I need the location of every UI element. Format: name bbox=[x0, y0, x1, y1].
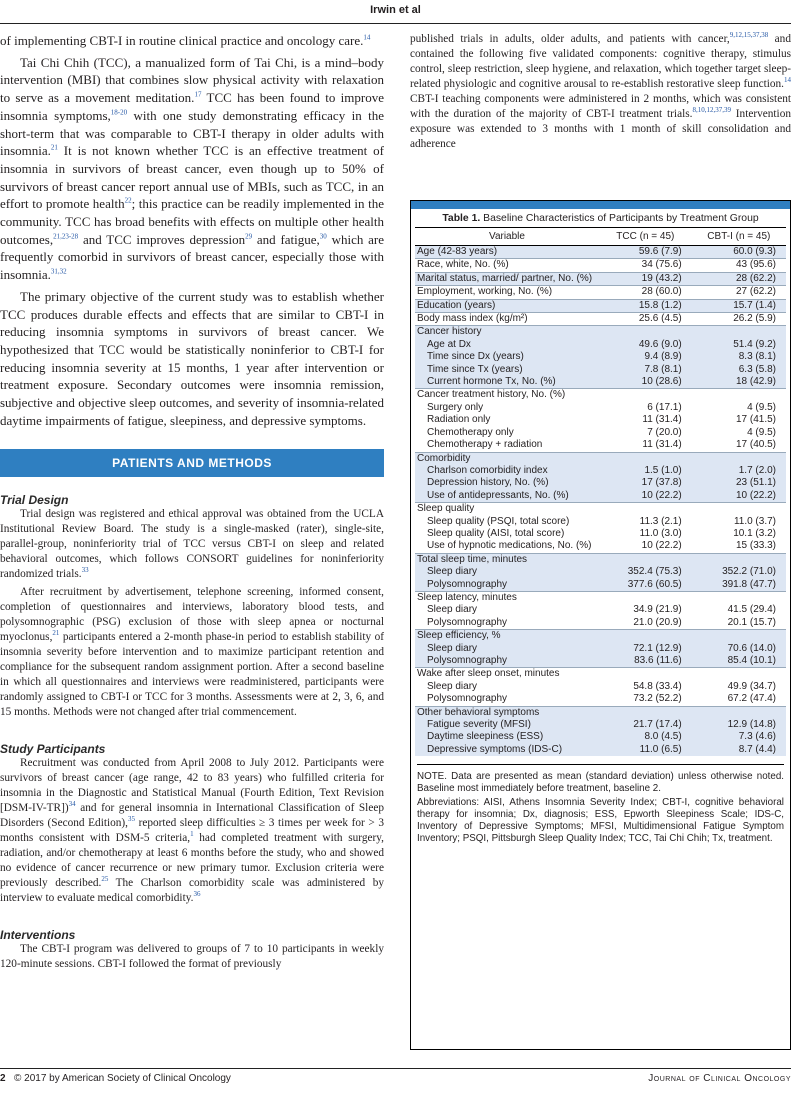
trial-paragraph-2: After recruitment by advertisement, telephone screening, informed consent, completion of questionnaires and interviews, laboratory blood tests, and polysomnographic (PSG) exclusion of those with sleep apnea or nocturnal myoclonus,$^{21}$ participants entered a 2-month phase-in period to establish stability of insomnia severity before intervention and to maximize participant retention and compliance for the subsequent random assignment portion. After a second baseline in which all questionnaires and interviews were readministered, participants were randomly assigned to CBT-I or TCC for 3 months. Assessments were at 2, 3, 6, and 15 months. Methods were not changed after trial commencement. bbox=[0, 586, 384, 719]
table-notes bbox=[417, 764, 784, 845]
cell-tcc: 21.7 (17.4) bbox=[599, 719, 692, 731]
section-header-patients-methods: PATIENTS AND METHODS bbox=[0, 449, 384, 477]
table-row bbox=[415, 465, 786, 477]
table-1-box bbox=[410, 200, 791, 1050]
reference[interactable]: 9,12,15,37,38 bbox=[729, 31, 769, 40]
cell-tcc: 11.0 (3.0) bbox=[639, 527, 682, 539]
cell-tcc: 11.0 (6.5) bbox=[599, 744, 692, 756]
participants-paragraph: Recruitment was conducted from April 2008 to July 2012. Participants were survivors of breast cancer (age range, 42 to 83 years) who fulfilled criteria for insomnia in the Diagnostic and Statistical Manual (Fourth Edition, Text Revision [DSM-IV-TR])$^{34}$ and for general insomnia in International Classification of Sleep Disorders (Second Edition),$^{35}$ reported sleep difficulties ≥ 3 times per week for > 3 months consistent with DSM-5 criteria,$^1$ had completed treatment with surgery, radiation, and/or chemotherapy at least 6 months before the study, who and showed no evidence of cancer recurrence or new primary tumor. Exclusion criteria were previously described.$^{25}$ The Charlson comorbidity scale was administered by interview to evaluate medical comorbidity.$^{36}$ bbox=[0, 757, 385, 905]
table-color-bar bbox=[411, 201, 790, 209]
reference[interactable]: 33 bbox=[81, 566, 89, 575]
reference[interactable]: 35 bbox=[128, 815, 135, 824]
cell-tcc bbox=[599, 591, 692, 604]
table-row bbox=[415, 490, 786, 503]
interventions-continued-paragraph: published trials in adults, older adults, and patients with cancer,$^{9,12,15,37,38}$ and contained the following five validated components: cognitive therapy, stimulus control, sleep restriction, sleep hygiene, and relaxation, which together target sleep-related physiologic and cognitive arousal to re-establish restorative sleep function.$^{14}$ CBT-I teaching components were administered in 2 months, which was consistent with the duration of the majority of CBT-I treatment trials.$^{8,10,12,37,39}$ Intervention exposure was extended to 3 months with 1 month of skill consolidation and adherence bbox=[410, 31, 791, 150]
cell-cbt: 8.3 (8.1) bbox=[692, 351, 786, 363]
cell-cbt: 4 (9.5) bbox=[747, 401, 776, 413]
row-label: Other behavioral symptoms bbox=[415, 706, 599, 719]
cell-tcc: 10 (22.2) bbox=[599, 490, 692, 503]
cell-tcc: 8.0 (4.5) bbox=[599, 731, 692, 743]
cell-cbt: 7.3 (4.6) bbox=[692, 731, 786, 743]
row-label: Sleep quality (PSQI, total score) bbox=[427, 515, 570, 527]
cell-cbt: 26.2 (5.9) bbox=[692, 313, 786, 326]
table-row bbox=[415, 364, 786, 376]
cell-tcc: 54.8 (33.4) bbox=[633, 680, 682, 692]
row-label: Comorbidity bbox=[415, 452, 599, 465]
reference[interactable]: 8,10,12,37,39 bbox=[692, 106, 731, 115]
table-row bbox=[415, 668, 786, 681]
cell-tcc: 7 (20.0) bbox=[647, 426, 682, 438]
table-row bbox=[415, 351, 786, 363]
cell-tcc: 49.6 (9.0) bbox=[599, 339, 692, 351]
cell-cbt: 15.7 (1.4) bbox=[692, 299, 786, 312]
row-label: Polysomnography bbox=[427, 693, 508, 705]
cell-cbt: 85.4 (10.1) bbox=[692, 655, 786, 668]
table-row bbox=[415, 566, 786, 578]
intro-paragraph-3: The primary objective of the current study was to establish whether TCC produces durable effects and effects that are similar to CBT-I in reducing insomnia symptoms in survivors of breast cancer. We hypothesized that TCC would be statistically noninferior to CBT-I for reducing insomnia severity at 15 months, 1 year after intervention or treatment exposure. Secondary outcomes were insomnia remission, subjective and objective sleep outcomes, and severity of insomnia-related daytime impairments of fatigue, sleepiness, and depressive symptoms. bbox=[0, 288, 384, 428]
running-head: Irwin et al bbox=[370, 4, 421, 16]
row-label: Employment, working, No. (%) bbox=[415, 286, 599, 299]
column-header-variable: Variable bbox=[415, 228, 599, 246]
cell-tcc: 34 (75.6) bbox=[599, 259, 692, 272]
table-row bbox=[415, 528, 786, 540]
reference[interactable]: 21 bbox=[50, 143, 58, 152]
cell-tcc bbox=[599, 630, 692, 643]
table-row bbox=[415, 299, 786, 312]
row-label: Daytime sleepiness (ESS) bbox=[415, 731, 599, 743]
table-row bbox=[415, 452, 786, 465]
baseline-table bbox=[415, 227, 786, 756]
cell-cbt bbox=[692, 503, 786, 516]
table-caption: Table 1. Baseline Characteristics of Participants by Treatment Group bbox=[442, 213, 759, 224]
row-label: Age (42-83 years) bbox=[415, 246, 599, 259]
cell-cbt: 51.4 (9.2) bbox=[692, 339, 786, 351]
intro-paragraph-2: Tai Chi Chih (TCC), a manualized form of Tai Chi, is a mind–body intervention (MBI) that combines slow physical activity with relaxation to serve as a movement meditation.$^{17}$ TCC has been found to improve insomnia symptoms,$^{18-20}$ with one study demonstrating efficacy in the short-term that was comparable to CBT-I therapy in older adults with insomnia.$^{21}$ It is not known whether TCC is an effective treatment of insomnia in survivors of breast cancer, even though up to 50% of survivors of breast cancer report annual use of MBIs, such as TCC, in an effort to promote health$^{22}$; this practice can be readily implemented in the community. TCC has broad benefits with effects on multiple other health outcomes,$^{21,23-28}$ and TCC improves depression$^{29}$ and fatigue,$^{30}$ which are frequently comorbid in survivors of breast cancer, especially those with insomnia.$^{31,32}$ bbox=[0, 54, 384, 283]
intro-paragraph-1: of implementing CBT-I in routine clinical practice and oncology care.$^{14}$ bbox=[0, 33, 371, 48]
cell-tcc: 352.4 (75.3) bbox=[599, 566, 692, 578]
row-label: Sleep diary bbox=[427, 680, 478, 692]
cell-tcc: 73.2 (52.2) bbox=[633, 693, 682, 705]
table-row bbox=[415, 439, 786, 452]
row-label: Radiation only bbox=[427, 414, 491, 426]
row-label: Body mass index (kg/m²) bbox=[415, 313, 599, 326]
table-row bbox=[415, 402, 786, 414]
interventions-paragraph: The CBT-I program was delivered to groups of 7 to 10 participants in weekly 120-minute sessions. CBT-I followed the format of previously bbox=[0, 943, 384, 971]
cell-tcc: 6 (17.1) bbox=[647, 401, 682, 413]
cell-cbt: 60.0 (9.3) bbox=[692, 246, 786, 259]
table-row bbox=[415, 326, 786, 339]
cell-tcc: 59.6 (7.9) bbox=[599, 246, 692, 259]
cell-tcc: 34.9 (21.9) bbox=[633, 604, 682, 616]
table-row bbox=[415, 427, 786, 439]
reference[interactable]: 25 bbox=[101, 875, 109, 884]
table-row bbox=[415, 731, 786, 743]
row-label: Use of hypnotic medications, No. (%) bbox=[427, 540, 592, 552]
page-number: 2 bbox=[0, 1073, 6, 1084]
reference[interactable]: 14 bbox=[363, 33, 371, 42]
row-label: Chemotherapy only bbox=[427, 426, 514, 438]
cell-tcc: 15.8 (1.2) bbox=[599, 299, 692, 312]
row-label: Age at Dx bbox=[415, 339, 599, 351]
row-label: Cancer history bbox=[415, 326, 599, 339]
cell-tcc bbox=[599, 389, 692, 402]
row-label: Time since Dx (years) bbox=[415, 351, 599, 363]
cell-cbt: 11.0 (3.7) bbox=[733, 515, 776, 527]
table-row bbox=[415, 540, 786, 553]
row-label: Charlson comorbidity index bbox=[415, 465, 599, 477]
row-label: Sleep diary bbox=[415, 643, 599, 655]
reference[interactable]: 21,23-28 bbox=[53, 232, 79, 241]
right-column bbox=[410, 32, 791, 152]
reference[interactable]: 1 bbox=[190, 830, 194, 839]
row-label: Polysomnography bbox=[415, 579, 599, 592]
table-row bbox=[415, 617, 786, 630]
table-row bbox=[415, 693, 786, 706]
table-row bbox=[415, 477, 786, 489]
page-footer bbox=[0, 1068, 791, 1088]
row-label: Cancer treatment history, No. (%) bbox=[415, 389, 599, 402]
row-label: Polysomnography bbox=[415, 655, 599, 668]
cell-cbt: 49.9 (34.7) bbox=[727, 680, 776, 692]
row-label: Sleep latency, minutes bbox=[415, 591, 599, 604]
reference[interactable]: 31,32 bbox=[50, 267, 67, 276]
cell-tcc: 28 (60.0) bbox=[599, 286, 692, 299]
row-label: Current hormone Tx, No. (%) bbox=[415, 376, 599, 389]
table-row bbox=[415, 259, 786, 272]
cell-cbt: 1.7 (2.0) bbox=[692, 465, 786, 477]
cell-cbt: 70.6 (14.0) bbox=[692, 643, 786, 655]
row-label: Total sleep time, minutes bbox=[415, 553, 599, 566]
table-row bbox=[415, 630, 786, 643]
table-row bbox=[415, 706, 786, 719]
column-header-cbt: CBT-I (n = 45) bbox=[692, 228, 786, 246]
cell-cbt: 41.5 (29.4) bbox=[727, 604, 776, 616]
cell-cbt: 10 (22.2) bbox=[692, 490, 786, 503]
cell-cbt bbox=[692, 389, 786, 402]
reference[interactable]: 17 bbox=[194, 90, 202, 99]
row-label: Sleep quality (AISI, total score) bbox=[427, 527, 565, 539]
table-row bbox=[415, 272, 786, 285]
row-label: Depressive symptoms (IDS-C) bbox=[415, 744, 599, 756]
reference[interactable]: 36 bbox=[193, 890, 201, 899]
table-row bbox=[415, 553, 786, 566]
cell-tcc: 11 (31.4) bbox=[642, 414, 682, 426]
cell-cbt: 12.9 (14.8) bbox=[692, 719, 786, 731]
cell-cbt bbox=[692, 706, 786, 719]
cell-tcc bbox=[599, 452, 692, 465]
reference[interactable]: 21 bbox=[52, 629, 60, 638]
cell-cbt bbox=[692, 591, 786, 604]
cell-tcc: 11 (31.4) bbox=[642, 439, 682, 451]
subheading-study-participants: Study Participants bbox=[0, 742, 106, 757]
cell-tcc: 7.8 (8.1) bbox=[599, 364, 692, 376]
table-row bbox=[415, 414, 786, 426]
left-column bbox=[0, 32, 384, 972]
cell-tcc bbox=[599, 706, 692, 719]
cell-cbt: 4 (9.5) bbox=[747, 426, 776, 438]
reference[interactable]: 14 bbox=[784, 76, 791, 85]
header-rule bbox=[0, 23, 791, 24]
row-label: Sleep diary bbox=[427, 604, 478, 616]
table-row bbox=[415, 313, 786, 326]
table-row bbox=[415, 655, 786, 668]
cell-tcc bbox=[599, 668, 692, 681]
cell-tcc: 377.6 (60.5) bbox=[599, 579, 692, 592]
table-row bbox=[415, 286, 786, 299]
cell-cbt: 352.2 (71.0) bbox=[692, 566, 786, 578]
cell-cbt: 391.8 (47.7) bbox=[692, 579, 786, 592]
row-label: Polysomnography bbox=[427, 616, 508, 628]
cell-cbt: 17 (41.5) bbox=[735, 414, 776, 426]
table-row bbox=[415, 643, 786, 655]
table-row bbox=[415, 516, 786, 528]
cell-cbt: 10.1 (3.2) bbox=[733, 527, 776, 539]
row-label: Depression history, No. (%) bbox=[415, 477, 599, 489]
row-label: Race, white, No. (%) bbox=[415, 259, 599, 272]
subheading-interventions: Interventions bbox=[0, 928, 76, 943]
copyright: © 2017 by American Society of Clinical Oncology bbox=[14, 1073, 231, 1084]
cell-cbt: 20.1 (15.7) bbox=[727, 616, 776, 628]
cell-cbt: 67.2 (47.4) bbox=[727, 693, 776, 705]
cell-tcc: 19 (43.2) bbox=[599, 272, 692, 285]
table-row bbox=[415, 719, 786, 731]
row-label: Use of antidepressants, No. (%) bbox=[415, 490, 599, 503]
row-label: Education (years) bbox=[415, 299, 599, 312]
cell-tcc: 1.5 (1.0) bbox=[599, 465, 692, 477]
table-header-row bbox=[415, 228, 786, 246]
reference[interactable]: 30 bbox=[319, 232, 327, 241]
cell-tcc: 10 (22.2) bbox=[641, 540, 682, 552]
row-label: Wake after sleep onset, minutes bbox=[415, 668, 599, 681]
row-label: Time since Tx (years) bbox=[415, 364, 599, 376]
cell-tcc bbox=[599, 553, 692, 566]
row-label: Chemotherapy + radiation bbox=[427, 439, 543, 451]
trial-paragraph-1: Trial design was registered and ethical approval was obtained from the UCLA Institutional Review Board. The study is a single-masked (rater), single-site, parallel-group, noninferiority trial of TCC versus CBT-I on sleep and related behavioral outcomes, which follows CONSORT guidelines for noninferiority randomized trials.$^{33}$ bbox=[0, 508, 384, 581]
cell-cbt bbox=[692, 668, 786, 681]
cell-cbt: 17 (40.5) bbox=[735, 439, 776, 451]
table-row bbox=[415, 604, 786, 616]
table-row bbox=[415, 376, 786, 389]
cell-tcc bbox=[599, 503, 692, 516]
table-note: NOTE. Data are presented as mean (standard deviation) unless otherwise noted. Baseline most immediately before treatment, baseline 2. bbox=[417, 771, 784, 795]
cell-cbt bbox=[692, 553, 786, 566]
column-header-tcc: TCC (n = 45) bbox=[599, 228, 692, 246]
cell-cbt: 43 (95.6) bbox=[692, 259, 786, 272]
table-row bbox=[415, 246, 786, 259]
table-row bbox=[415, 579, 786, 592]
journal-name: Journal of Clinical Oncology bbox=[648, 1073, 791, 1084]
cell-cbt: 28 (62.2) bbox=[692, 272, 786, 285]
cell-cbt: 15 (33.3) bbox=[735, 540, 776, 552]
reference[interactable]: 29 bbox=[245, 232, 253, 241]
table-row bbox=[415, 389, 786, 402]
cell-cbt: 8.7 (4.4) bbox=[692, 744, 786, 756]
cell-cbt: 6.3 (5.8) bbox=[692, 364, 786, 376]
cell-tcc: 72.1 (12.9) bbox=[599, 643, 692, 655]
footer-rule bbox=[0, 1068, 791, 1069]
cell-tcc: 25.6 (4.5) bbox=[599, 313, 692, 326]
cell-tcc: 9.4 (8.9) bbox=[599, 351, 692, 363]
cell-tcc: 17 (37.8) bbox=[599, 477, 692, 489]
reference[interactable]: 34 bbox=[68, 800, 76, 809]
cell-tcc bbox=[599, 326, 692, 339]
reference[interactable]: 18-20 bbox=[110, 108, 128, 117]
cell-cbt bbox=[692, 326, 786, 339]
cell-cbt bbox=[692, 452, 786, 465]
table-row bbox=[415, 503, 786, 516]
cell-cbt: 27 (62.2) bbox=[692, 286, 786, 299]
cell-tcc: 21.0 (20.9) bbox=[633, 616, 682, 628]
cell-cbt bbox=[692, 630, 786, 643]
reference[interactable]: 22 bbox=[124, 197, 132, 205]
table-row bbox=[415, 744, 786, 756]
row-label: Sleep quality bbox=[415, 503, 599, 516]
row-label: Marital status, married/ partner, No. (%) bbox=[415, 272, 599, 285]
row-label: Fatigue severity (MFSI) bbox=[415, 719, 599, 731]
subheading-trial-design: Trial Design bbox=[0, 493, 69, 508]
table-row bbox=[415, 681, 786, 693]
cell-cbt: 23 (51.1) bbox=[692, 477, 786, 489]
row-label: Sleep efficiency, % bbox=[415, 630, 599, 643]
table-row bbox=[415, 339, 786, 351]
cell-tcc: 11.3 (2.1) bbox=[639, 515, 682, 527]
cell-cbt: 18 (42.9) bbox=[692, 376, 786, 389]
row-label: Surgery only bbox=[427, 401, 484, 413]
row-label: Sleep diary bbox=[415, 566, 599, 578]
cell-tcc: 83.6 (11.6) bbox=[599, 655, 692, 668]
table-row bbox=[415, 591, 786, 604]
cell-tcc: 10 (28.6) bbox=[599, 376, 692, 389]
table-abbreviations: Abbreviations: AISI, Athens Insomnia Severity Index; CBT-I, cognitive behavioral therapy for insomnia; Dx, diagnosis; ESS, Epworth Sleepiness Scale; IDS-C, Inventory of Depressive Symptoms; MFSI, Multidimensional Fatigue Symptom Inventory; PSQI, Pittsburgh Sleep Quality Index; TCC, Tai Chi Chih; Tx, treatment. bbox=[417, 797, 784, 845]
